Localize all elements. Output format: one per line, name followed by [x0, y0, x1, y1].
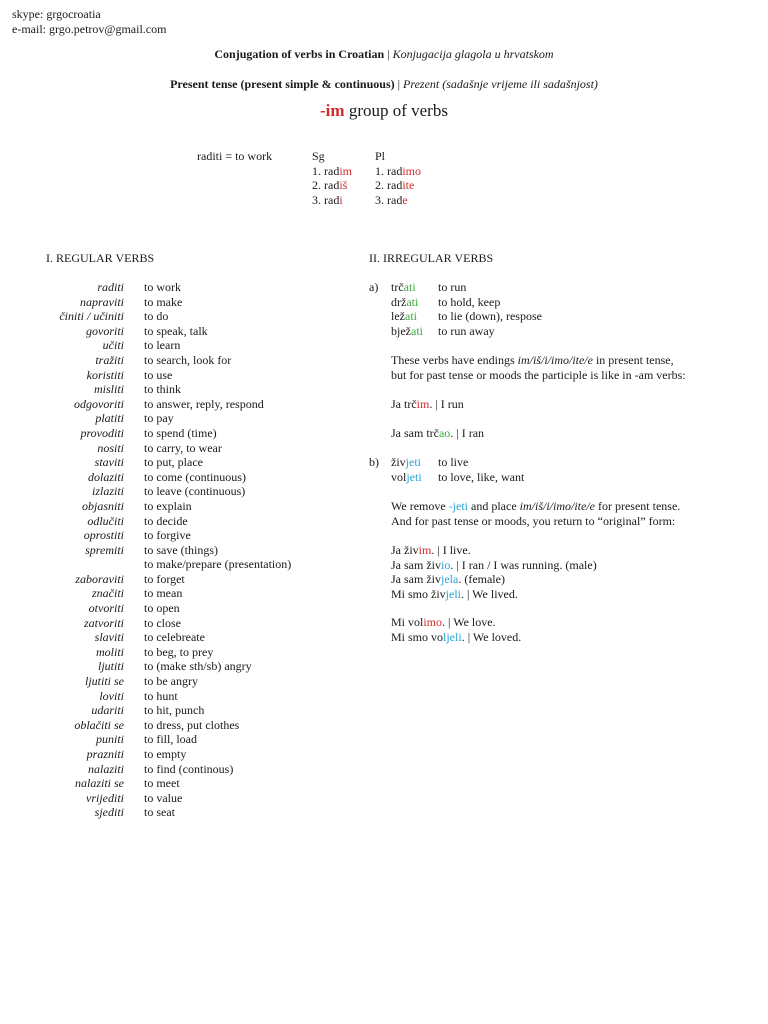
section-a-example-present: Ja trčim. | I run [391, 397, 464, 411]
regular-verb: puniti [95, 732, 124, 747]
regular-verb: vrijediti [86, 790, 124, 805]
section-a-example-past: Ja sam trčao. | I ran [391, 426, 485, 440]
regular-verb-meaning: to search, look for [144, 352, 232, 367]
conj-row: 3. rade [375, 192, 408, 207]
regular-verb: učiti [102, 338, 124, 353]
regular-verb: činiti / učiniti [59, 309, 124, 324]
regular-verb: oprostiti [83, 528, 124, 543]
regular-verb: sjediti [94, 805, 124, 820]
regular-verb: provoditi [80, 425, 124, 440]
regular-verb: raditi [97, 280, 124, 294]
regular-meanings-list [144, 280, 291, 820]
regular-verb: koristiti [86, 367, 124, 382]
regular-verb-meaning: to put, place [144, 455, 203, 470]
section-a-note: These verbs have endings im/iš/i/imo/ite/e in present tense, but for past tense or moods the participle is like in -am verbs: [391, 353, 686, 382]
regular-verb-meaning: to beg, to prey [144, 644, 214, 659]
regular-verb: udariti [91, 703, 124, 718]
regular-verb: prazniti [86, 747, 124, 761]
section-a-meanings: to run to hold, keep to lie (down), respose to run away [438, 280, 542, 338]
regular-verb: zatvoriti [83, 615, 124, 630]
regular-verb-meaning: to be angry [144, 674, 198, 689]
regular-verb-meaning: to save (things) [144, 542, 218, 557]
regular-verbs-list [59, 280, 124, 820]
regular-verb: nalaziti se [74, 776, 124, 791]
section-b-note: We remove -jeti and place im/iš/i/imo/ite/e for present tense. And for past tense or moods, you return to “original” form: [391, 499, 681, 528]
group-suffix: -im [320, 101, 345, 120]
regular-verb-meaning: to forgive [144, 528, 191, 543]
regular-verb-meaning: to (make sth/sb) angry [144, 659, 252, 674]
regular-verb: odlučiti [87, 513, 124, 528]
conj-row: 2. radite [375, 178, 415, 193]
regular-verb: izlaziti [91, 484, 124, 499]
regular-verb: nositi [97, 440, 124, 455]
regular-verb-meaning: to empty [144, 747, 187, 761]
plural-column [375, 149, 421, 207]
skype-contact: skype: grgocroatia [12, 7, 101, 21]
section-b-meanings: to live to love, like, want [438, 455, 525, 484]
conj-row: 1. radim [312, 163, 352, 178]
title-croatian: Konjugacija glagola u hrvatskom [392, 47, 554, 61]
regular-verb-meaning: to celebreate [144, 630, 205, 645]
regular-verb-meaning: to hit, punch [144, 703, 205, 718]
regular-verb: napraviti [80, 294, 124, 309]
regular-verb: odgovoriti [74, 396, 124, 411]
regular-verb-meaning: to fill, load [144, 732, 197, 747]
email-contact: e-mail: grgo.petrov@gmail.com [12, 21, 167, 36]
section-b-love-examples: Mi volimo. | We love. Mi smo voljeli. | We loved. [391, 615, 522, 644]
page-subtitle [0, 77, 768, 92]
singular-column [312, 149, 352, 207]
regular-verb: oblačiti se [74, 717, 124, 732]
subtitle-english: Present tense (present simple & continuous) [170, 77, 395, 91]
regular-verb-meaning: to dress, put clothes [144, 717, 240, 732]
regular-verb-meaning: to learn [144, 338, 181, 353]
regular-verb-meaning: to forget [144, 571, 185, 586]
regular-verb-meaning: to use [144, 367, 173, 382]
regular-verb-meaning: to make/prepare (presentation) [144, 557, 292, 572]
regular-verb-meaning: to pay [144, 411, 174, 426]
regular-verb: ljutiti se [85, 674, 124, 689]
section-a-marker: a) [369, 280, 379, 294]
irregular-verbs-heading: II. IRREGULAR VERBS [369, 251, 494, 265]
example-infinitive: raditi = to work [197, 149, 273, 163]
plural-header: Pl [375, 149, 386, 163]
conj-row: 3. radi [312, 192, 343, 207]
conj-row: 2. radiš [312, 178, 348, 193]
regular-verb-meaning: to do [144, 309, 169, 324]
regular-verb-meaning: to open [144, 601, 180, 616]
regular-verb: otvoriti [88, 601, 124, 616]
regular-verb [59, 557, 124, 572]
conj-row: 1. radimo [375, 163, 421, 178]
regular-verb-meaning: to hunt [144, 688, 178, 703]
regular-verb: spremiti [85, 542, 124, 557]
regular-verb: tražiti [95, 352, 124, 367]
group-heading-rest: group of verbs [344, 101, 448, 120]
regular-verb-meaning: to close [144, 615, 181, 630]
regular-verb: platiti [95, 411, 124, 426]
regular-verb: slaviti [94, 630, 124, 645]
subtitle-croatian: Prezent (sadašnje vrijeme ili sadašnjost) [403, 77, 598, 91]
regular-verb: objasniti [81, 498, 124, 513]
regular-verb-meaning: to come (continuous) [144, 469, 246, 484]
section-b-examples: Ja živim. | I live. Ja sam živio. | I ran / I was running. (male) Ja sam živjela. (female) Mi smo živjeli. | We lived. [391, 543, 597, 601]
group-heading [0, 101, 768, 121]
regular-verb-meaning: to value [144, 790, 183, 805]
section-b-marker: b) [369, 455, 379, 469]
contact-block [12, 7, 166, 36]
regular-verb-meaning: to carry, to wear [144, 440, 222, 455]
regular-verb-meaning: to seat [144, 805, 175, 820]
regular-verb-meaning: to work [144, 280, 181, 294]
title-english: Conjugation of verbs in Croatian [214, 47, 385, 61]
regular-verb: moliti [95, 644, 124, 659]
regular-verbs-heading: I. REGULAR VERBS [46, 251, 155, 265]
regular-verb-meaning: to speak, talk [144, 323, 208, 338]
regular-verb: zaboraviti [75, 571, 124, 586]
regular-verb-meaning: to make [144, 294, 183, 309]
regular-verb-meaning: to think [144, 382, 182, 397]
regular-verb: značiti [92, 586, 124, 601]
regular-verb: ljutiti [97, 659, 124, 674]
regular-verb-meaning: to mean [144, 586, 183, 601]
regular-verb: nalaziti [87, 761, 124, 776]
regular-verb-meaning: to decide [144, 513, 188, 528]
page-title [0, 47, 768, 62]
regular-verb-meaning: to meet [144, 776, 180, 791]
regular-verb-meaning: to answer, reply, respond [144, 396, 264, 411]
regular-verb: govoriti [86, 323, 124, 338]
title-separator: | [384, 47, 393, 61]
regular-verb-meaning: to explain [144, 498, 192, 513]
singular-header: Sg [312, 149, 325, 163]
regular-verb: dolaziti [87, 469, 124, 484]
regular-verb-meaning: to leave (continuous) [144, 484, 246, 499]
regular-verb: loviti [99, 688, 124, 703]
regular-verb: misliti [93, 382, 124, 397]
regular-verb: staviti [94, 455, 124, 470]
regular-verb-meaning: to spend (time) [144, 425, 217, 440]
regular-verb-meaning: to find (continous) [144, 761, 234, 776]
subtitle-separator: | [394, 77, 404, 91]
section-b-verbs: živjeti voljeti [391, 455, 422, 484]
section-a-verbs: trčati držati ležati bježati [391, 280, 423, 338]
